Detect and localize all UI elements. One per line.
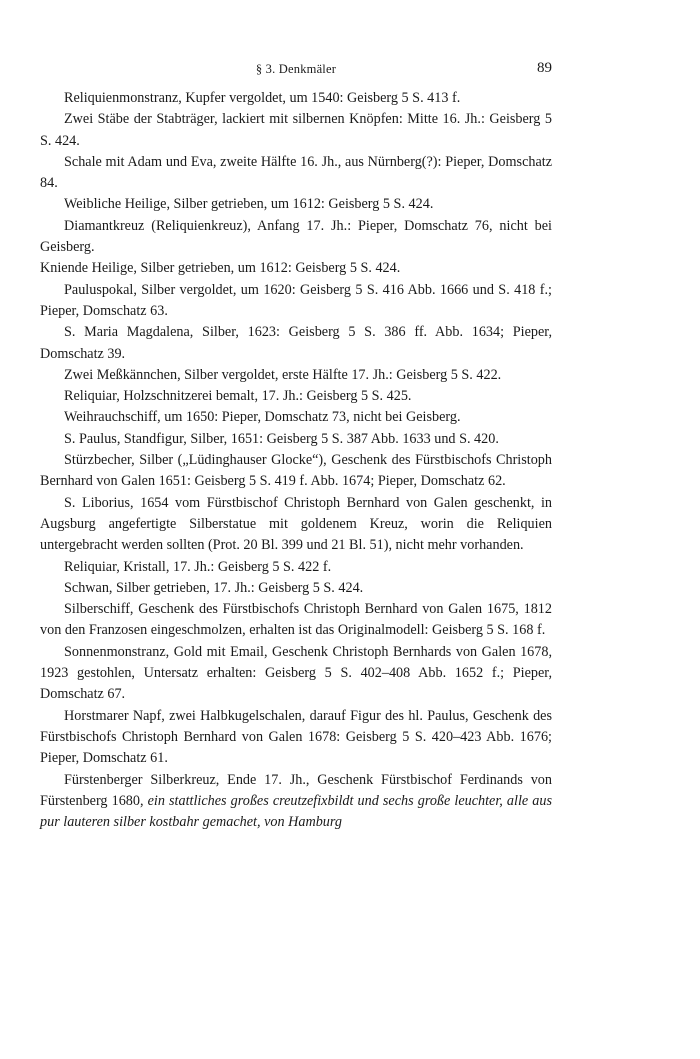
entry-text: S. Maria Magdalena, Silber, 1623: Geisberg 5 S. 386 ff. Abb. 1634; Pieper, Domschatz 39. [40, 324, 552, 362]
entry-text: Schale mit Adam und Eva, zweite Hälfte 16. Jh., aus Nürnberg(?): Pieper, Domschatz 84. [40, 153, 552, 192]
inventory-entry [40, 407, 552, 428]
entry-text: Zwei Meßkännchen, Silber vergoldet, erste Hälfte 17. Jh.: Geisberg 5 S. 422. [64, 366, 502, 383]
inventory-entry [40, 642, 552, 706]
inventory-entry [40, 493, 552, 557]
entry-text: Sonnenmonstranz, Gold mit Email, Geschenk Christoph Bernhards von Galen 1678, 1923 gestohlen, Untersatz erhalten: Geisberg 5 S. 402–408 Abb. 1652 f.; Pieper, Domschatz 67. [40, 643, 552, 703]
entry-text: Weibliche Heilige, Silber getrieben, um 1612: Geisberg 5 S. 424. [64, 196, 434, 213]
inventory-entry [40, 365, 552, 386]
entry-text: S. Liborius, 1654 vom Fürstbischof Christoph Bernhard von Galen geschenkt, in Augsburg angefertigte Silberstatue mit goldenem Kreuz, worin die Reliquien untergebracht werden sollten (Prot. 20 Bl. 399 und 21 Bl. 51), nicht mehr vorhanden. [40, 494, 552, 554]
section-heading: § 3. Denkmäler [255, 62, 337, 76]
inventory-entry [40, 557, 552, 578]
page-number: 89 [537, 60, 552, 76]
inventory-entry [40, 386, 552, 407]
entry-text: Kniende Heilige, Silber getrieben, um 1612: Geisberg 5 S. 424. [40, 260, 401, 277]
entry-text: S. Paulus, Standfigur, Silber, 1651: Geisberg 5 S. 387 Abb. 1633 und S. 420. [64, 430, 499, 447]
entry-text: Reliquiar, Holzschnitzerei bemalt, 17. Jh.: Geisberg 5 S. 425. [64, 388, 412, 405]
inventory-entry [40, 258, 552, 279]
inventory-entry [40, 450, 552, 493]
inventory-entry [40, 429, 552, 450]
inventory-entry [40, 109, 552, 152]
entry-text: Diamantkreuz (Reliquienkreuz), Anfang 17. Jh.: Pieper, Domschatz 76, nicht bei Geisberg. [40, 217, 552, 256]
entry-text: Stürzbecher, Silber („Lüdinghauser Glocke“), Geschenk des Fürstbischofs Christoph Bernhard von Galen 1651: Geisberg 5 S. 419 f. Abb. 1674; Pieper, Domschatz 62. [40, 452, 552, 490]
inventory-entry [40, 216, 552, 259]
inventory-entry [40, 599, 552, 642]
body-text [40, 88, 552, 833]
entry-text: Horstmarer Napf, zwei Halbkugelschalen, darauf Figur des hl. Paulus, Geschenk des Fürstbischofs Christoph Bernhard von Galen 1678: Geisberg 5 S. 420–423 Abb. 1676; Pieper, Domschatz 61. [40, 707, 552, 767]
entry-text: Weihrauchschiff, um 1650: Pieper, Domschatz 73, nicht bei Geisberg. [64, 409, 461, 426]
inventory-entry [40, 152, 552, 195]
inventory-entry [40, 88, 552, 109]
inventory-entry [40, 194, 552, 215]
inventory-entry [40, 280, 552, 323]
inventory-entry [40, 770, 552, 834]
inventory-entry [40, 578, 552, 599]
inventory-entry [40, 706, 552, 770]
running-head [40, 60, 552, 80]
entry-text: Pauluspokal, Silber vergoldet, um 1620: Geisberg 5 S. 416 Abb. 1666 und S. 418 f.; Pieper, Domschatz 63. [40, 281, 552, 319]
entry-text: Schwan, Silber getrieben, 17. Jh.: Geisberg 5 S. 424. [64, 579, 364, 596]
entry-text: Zwei Stäbe der Stabträger, lackiert mit silbernen Knöpfen: Mitte 16. Jh.: Geisberg 5 S. 424. [40, 111, 552, 149]
entry-text: Silberschiff, Geschenk des Fürstbischofs Christoph Bernhard von Galen 1675, 1812 von den Franzosen eingeschmolzen, erhalten ist das Originalmodell: Geisberg 5 S. 168 f. [40, 601, 552, 639]
quoted-source-text: ein stattliches großes creutzefixbildt und sechs große leuchter, alle aus pur lauteren silber kostbahr gemachet, von Hamburg [40, 792, 552, 831]
entry-text: Reliquiar, Kristall, 17. Jh.: Geisberg 5 S. 422 f. [64, 558, 332, 575]
entry-text: Fürstenberger Silberkreuz, Ende 17. Jh., Geschenk Fürstbischof Ferdinands von Fürstenberg 1680, [40, 771, 552, 809]
entry-text: Reliquienmonstranz, Kupfer vergoldet, um 1540: Geisberg 5 S. 413 f. [64, 90, 461, 106]
inventory-entry [40, 322, 552, 365]
